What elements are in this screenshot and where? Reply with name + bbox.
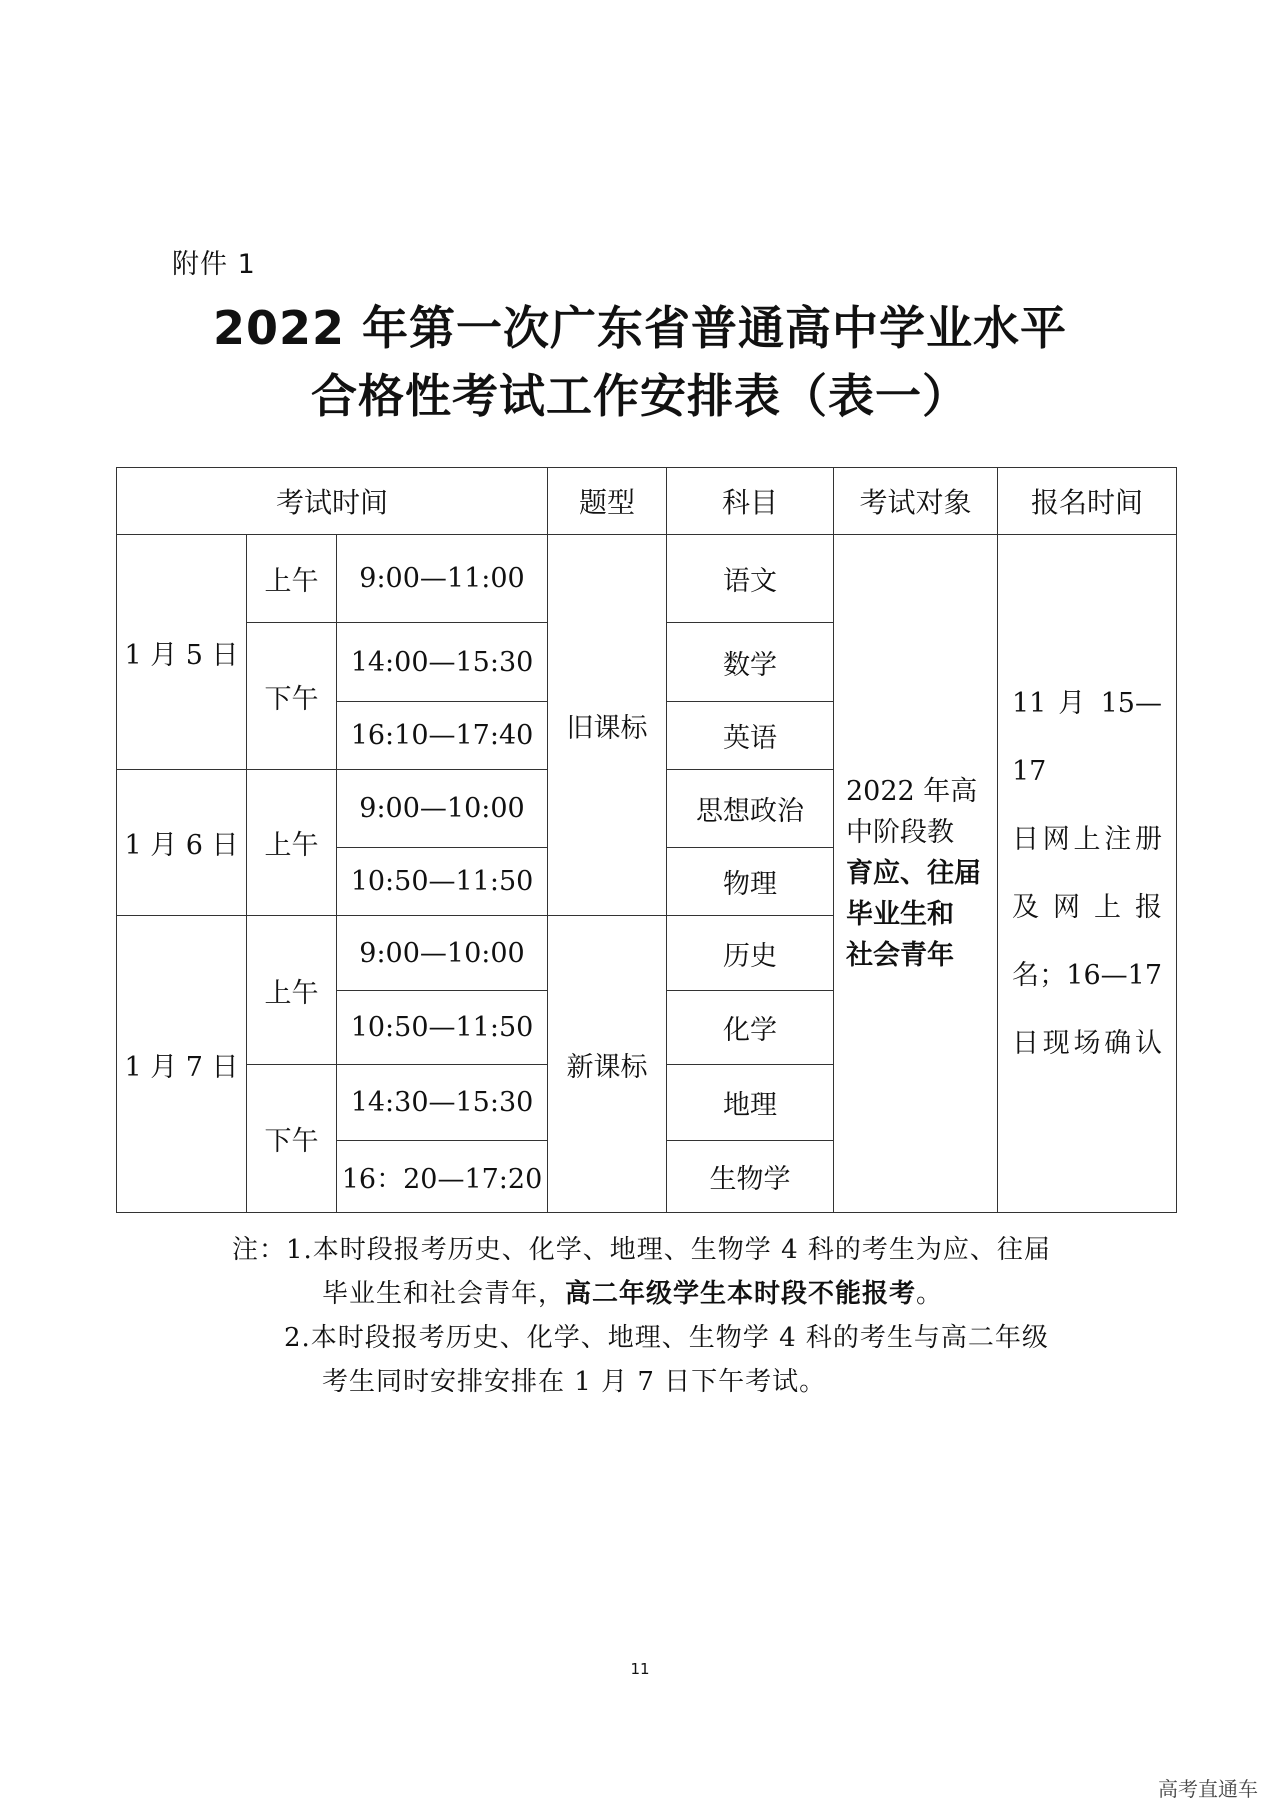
page-number: 11	[630, 1660, 650, 1678]
target-line: 2022 年高	[846, 776, 978, 807]
note-1-cont: 毕业生和社会青年，	[322, 1279, 566, 1309]
period-cell: 上午	[247, 916, 337, 1065]
subject-cell: 数学	[667, 623, 834, 702]
note-2-line-1: 2.本时段报考历史、化学、地理、生物学 4 科的考生与高二年级	[284, 1323, 1049, 1353]
date-cell: 1 月 7 日	[117, 916, 247, 1213]
time-cell: 10:50—11:50	[337, 848, 548, 916]
time-cell: 9:00—10:00	[337, 770, 548, 848]
subject-cell: 英语	[667, 702, 834, 770]
period-cell: 下午	[247, 623, 337, 770]
date-cell: 1 月 5 日	[117, 535, 247, 770]
reg-time-line: 及 网 上 报	[1012, 891, 1162, 923]
schedule-table	[116, 467, 1177, 1213]
note-1-line-1: 注：1.本时段报考历史、化学、地理、生物学 4 科的考生为应、往届	[232, 1235, 1051, 1265]
target-cell	[834, 535, 998, 1213]
date-cell: 1 月 6 日	[117, 770, 247, 916]
table-row	[117, 535, 1177, 623]
page-title-line-1: 2022 年第一次广东省普通高中学业水平	[212, 301, 1068, 355]
notes-block	[232, 1228, 1051, 1404]
page-title-line-2: 合格性考试工作安排表（表一）	[311, 369, 969, 423]
note-1-end: 。	[916, 1279, 944, 1309]
header-target: 考试对象	[834, 468, 998, 535]
reg-time-line: 日现场确认	[1012, 1027, 1162, 1059]
subject-cell: 物理	[667, 848, 834, 916]
time-cell: 14:00—15:30	[337, 623, 548, 702]
header-subject: 科目	[667, 468, 834, 535]
header-reg-time: 报名时间	[998, 468, 1177, 535]
watermark: 高考直通车	[1158, 1777, 1258, 1801]
subject-cell: 化学	[667, 991, 834, 1065]
time-cell: 10:50—11:50	[337, 991, 548, 1065]
header-exam-time: 考试时间	[117, 468, 548, 535]
type-cell: 旧课标	[548, 535, 667, 916]
target-line: 社会青年	[846, 940, 954, 971]
period-cell: 下午	[247, 1065, 337, 1213]
reg-time-line: 名；16—17	[1012, 959, 1162, 991]
period-cell: 上午	[247, 535, 337, 623]
subject-cell: 语文	[667, 535, 834, 623]
note-2-line-2: 考生同时安排安排在 1 月 7 日下午考试。	[322, 1367, 827, 1397]
attachment-label: 附件 1	[172, 249, 256, 280]
time-cell: 16:10—17:40	[337, 702, 548, 770]
note-1-bold: 高二年级学生本时段不能报考	[565, 1279, 917, 1309]
period-cell: 上午	[247, 770, 337, 916]
target-line: 毕业生和	[846, 899, 954, 930]
time-cell: 16：20—17:20	[337, 1141, 548, 1213]
reg-time-line: 11 月 15—17	[1012, 687, 1162, 787]
time-cell: 9:00—11:00	[337, 535, 548, 623]
subject-cell: 生物学	[667, 1141, 834, 1213]
target-line: 中阶段教	[846, 817, 954, 848]
time-cell: 9:00—10:00	[337, 916, 548, 991]
subject-cell: 历史	[667, 916, 834, 991]
table-header-row	[117, 468, 1177, 535]
time-cell: 14:30—15:30	[337, 1065, 548, 1141]
reg-time-line: 日网上注册	[1012, 823, 1162, 855]
note-1-line-2	[232, 1272, 1051, 1316]
header-type: 题型	[548, 468, 667, 535]
reg-time-cell	[998, 535, 1177, 1213]
subject-cell: 地理	[667, 1065, 834, 1141]
type-cell: 新课标	[548, 916, 667, 1213]
subject-cell: 思想政治	[667, 770, 834, 848]
target-line: 育应、往届	[846, 858, 981, 889]
